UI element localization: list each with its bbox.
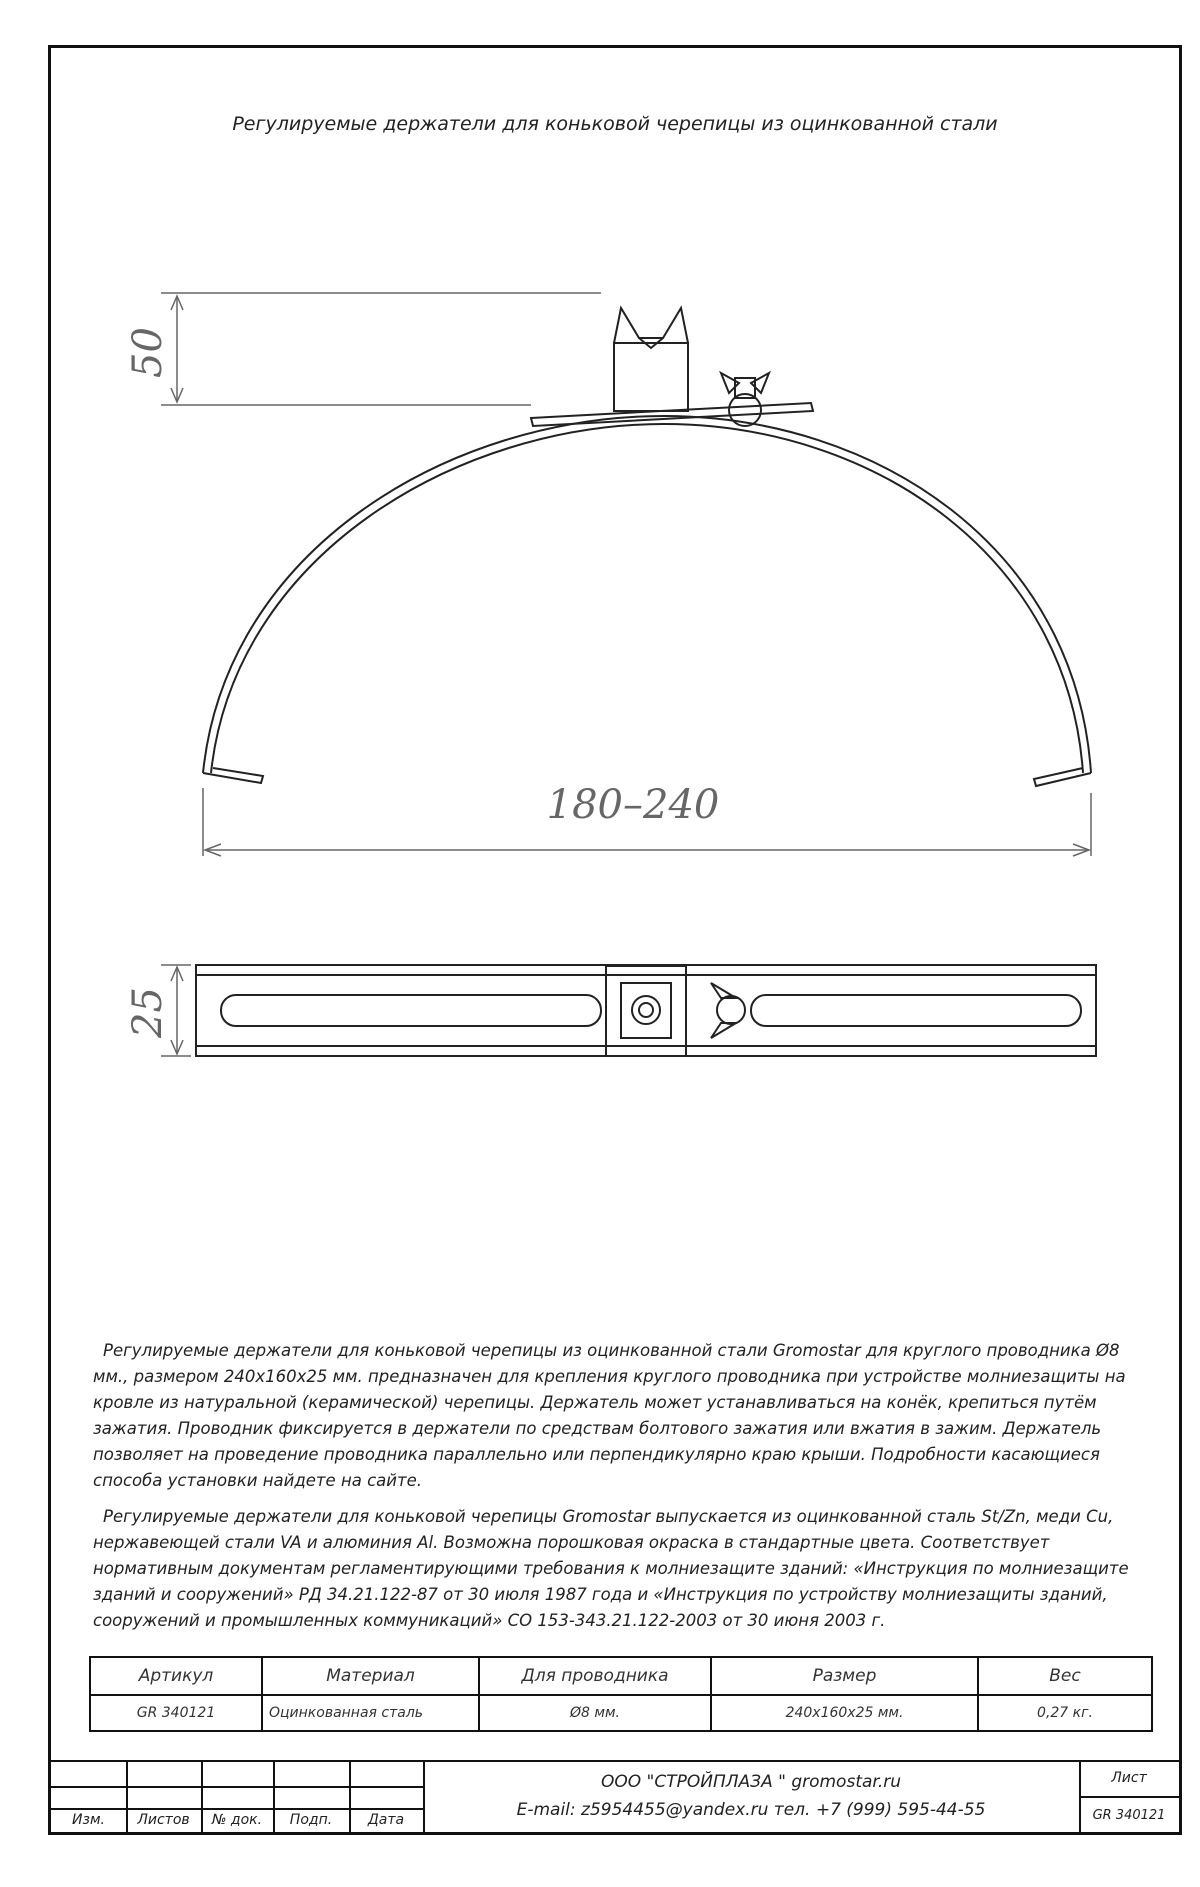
arc-clamp [203, 308, 1091, 786]
header-size: Размер [711, 1657, 978, 1695]
label-change: Изм. [72, 1812, 105, 1828]
description-paragraph-1: Регулируемые держатели для коньковой черепицы из оцинкованной стали Gromostar для круглого проводника Ø8 мм., размером 240х160х25 мм. предназначен для крепления круглого проводника при устройстве молниезащиты на кровле из натуральной (керамической) черепицы. Держатель может устанавливаться на конёк, крепиться путём зажатия. Проводник фиксируется в держатели по средствам болтового зажатия или вжатия в зажим. Держатель позволяет на проведение проводника параллельно или перпендикулярно краю крыши. Подробности касающиеся способа установки найдете на сайте. [93, 1341, 1126, 1490]
width-dimension-label: 180–240 [546, 782, 720, 828]
technical-drawing [51, 48, 1179, 1148]
header-conductor: Для проводника [479, 1657, 711, 1695]
sheet-code: GR 340121 [1092, 1808, 1166, 1823]
drawing-sheet [48, 45, 1182, 1835]
value-material: Оцинкованная сталь [262, 1695, 479, 1731]
height-dimension [161, 293, 601, 405]
height-dimension-label: 50 [125, 327, 171, 378]
value-conductor: Ø8 мм. [479, 1695, 711, 1731]
spec-table-header [90, 1657, 1152, 1695]
company-name: ООО "СТРОЙПЛАЗА " gromostar.ru [601, 1772, 901, 1792]
title-block [51, 1760, 1179, 1834]
value-size: 240х160х25 мм. [711, 1695, 978, 1731]
value-article: GR 340121 [90, 1695, 262, 1731]
spec-table [89, 1656, 1153, 1732]
header-weight: Вес [978, 1657, 1152, 1695]
label-doc-number: № док. [211, 1812, 263, 1828]
header-article: Артикул [90, 1657, 262, 1695]
strip-width-dimension-label: 25 [125, 987, 171, 1038]
spec-table-row [90, 1695, 1152, 1731]
drawing-title: Регулируемые держатели для коньковой черепицы из оцинкованной стали [232, 113, 998, 135]
label-date: Дата [367, 1812, 405, 1828]
header-material: Материал [262, 1657, 479, 1695]
description [93, 1338, 1143, 1644]
company-contacts: E-mail: z5954455@yandex.ru тел. +7 (999) 595-44-55 [516, 1800, 986, 1820]
value-weight: 0,27 кг. [978, 1695, 1152, 1731]
description-paragraph-2: Регулируемые держатели для коньковой черепицы Gromostar выпускается из оцинкованной сталь St/Zn, меди Cu, нержавеющей стали VA и алюминия Al. Возможна порошковая окраска в стандартные цвета. Соответствует нормативным документам регламентирующими требования к молниезащите зданий: «Инструкция по молниезащите зданий и сооружений» РД 34.21.122-87 от 30 июля 1987 года и «Инструкция по устройству молниезащиты зданий, сооружений и промышленных коммуникаций» СО 153-343.21.122-2003 от 30 июня 2003 г. [93, 1507, 1129, 1630]
label-sheet: Лист [1111, 1770, 1147, 1786]
label-sheets: Листов [137, 1812, 190, 1828]
label-signature: Подп. [289, 1812, 333, 1828]
top-view-strip [196, 965, 1096, 1056]
